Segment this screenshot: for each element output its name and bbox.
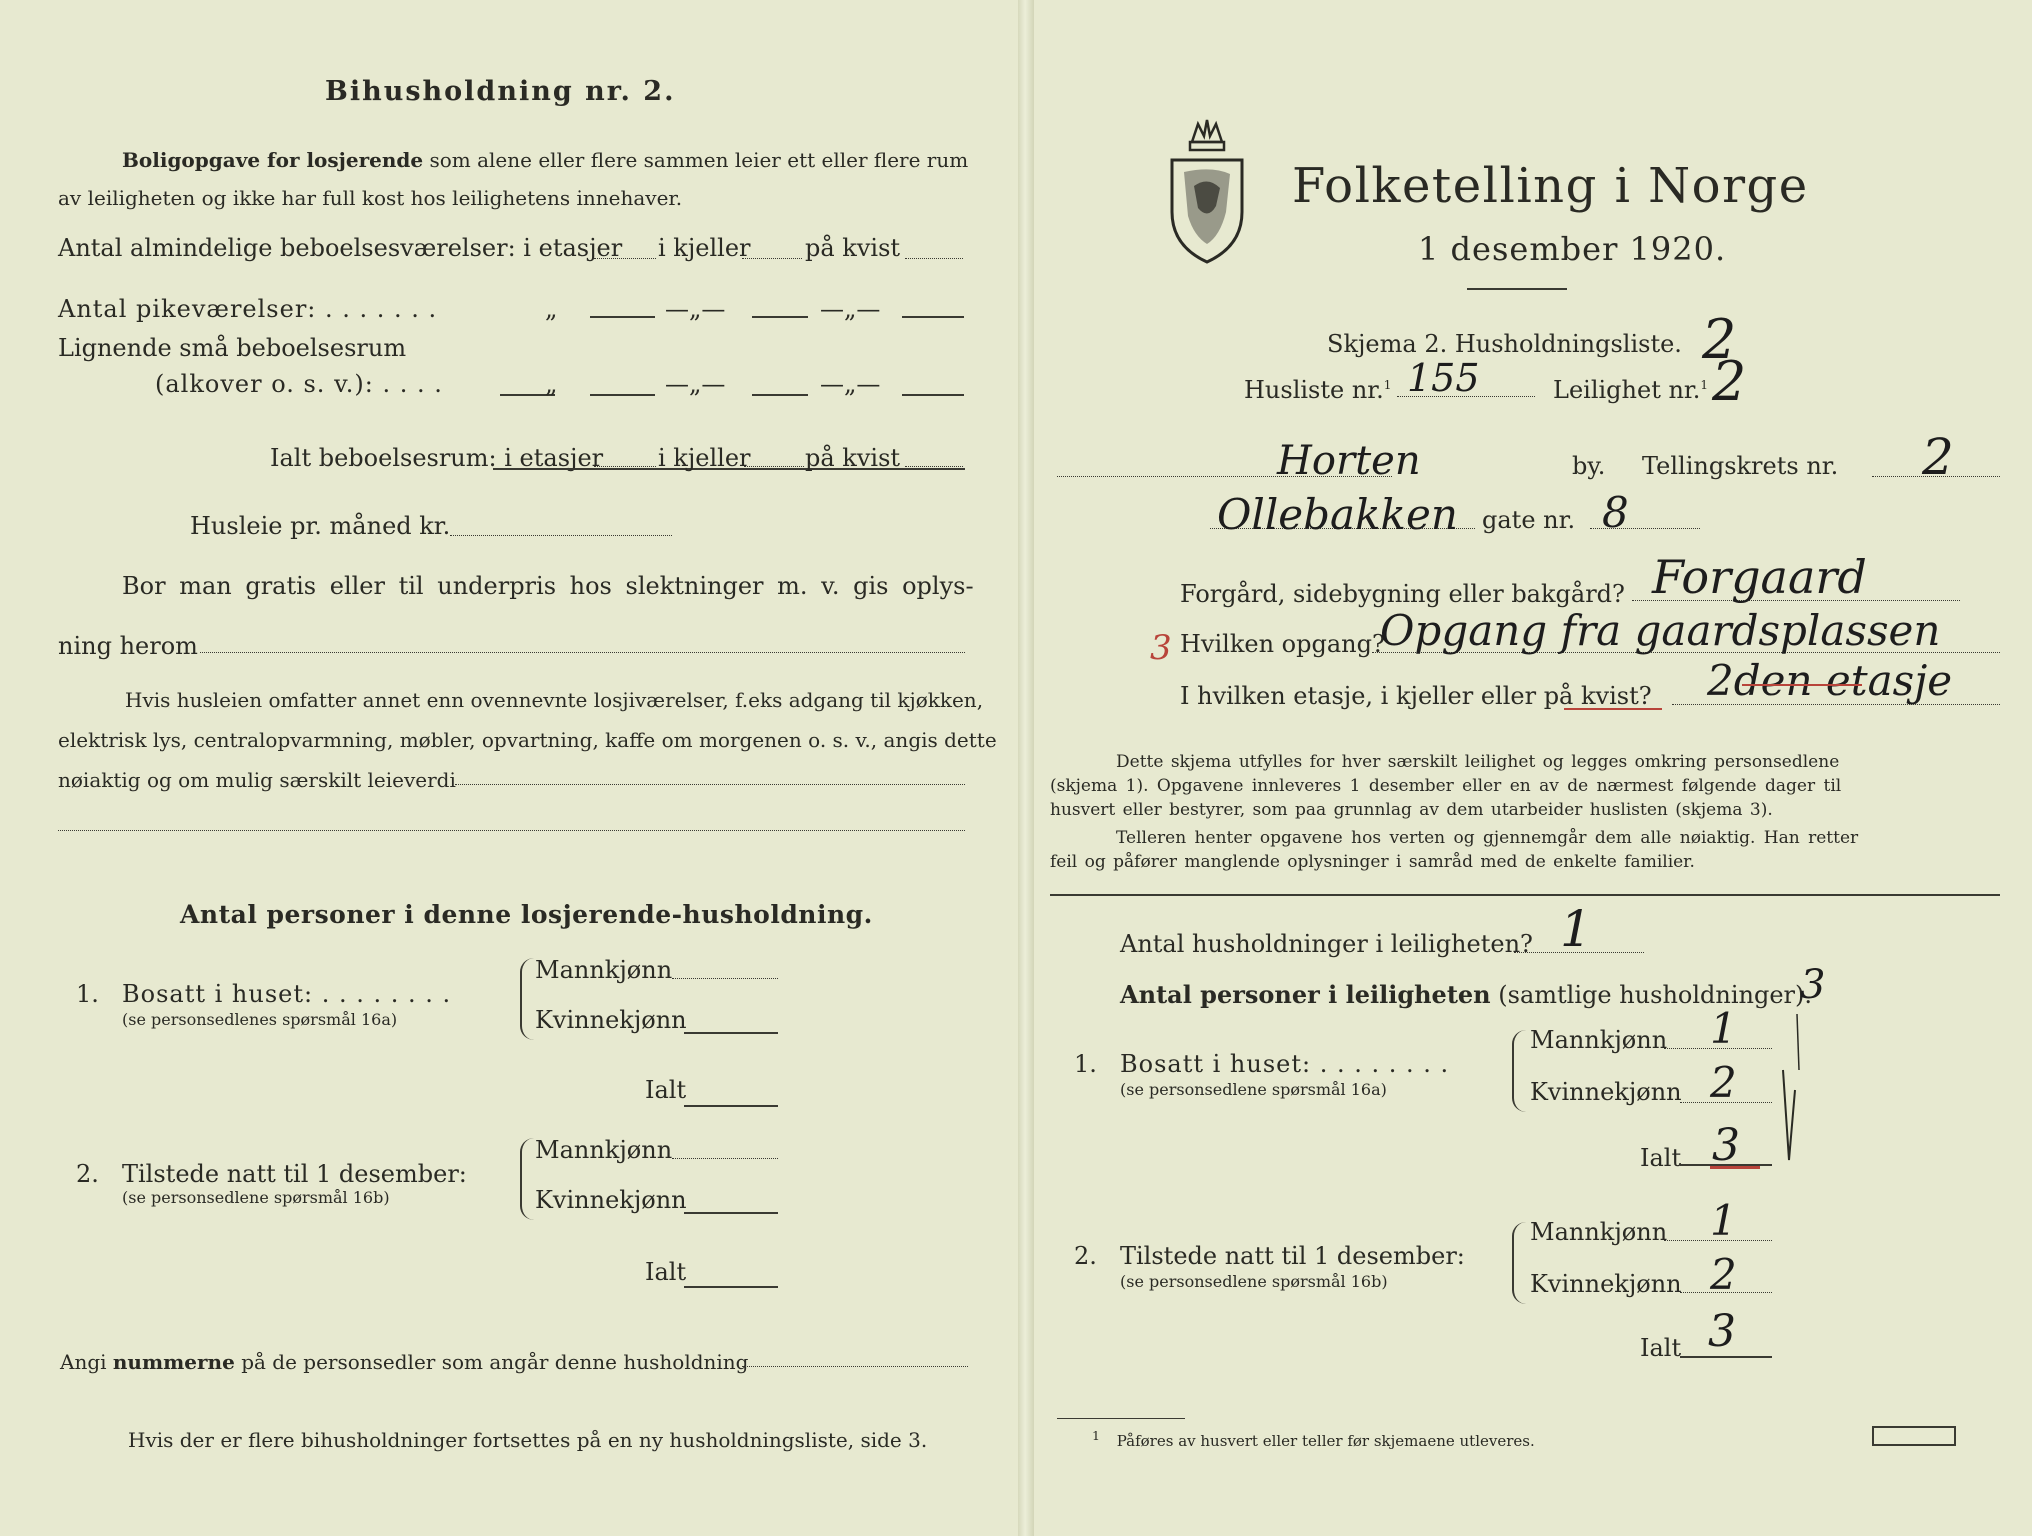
husliste-value: 155 [1407, 356, 1480, 400]
paa-kvist-label: på kvist [805, 234, 901, 262]
angi-line [60, 1350, 748, 1374]
right-q1-brace [1512, 1030, 1528, 1112]
opgang-red-mark: 3 [1150, 628, 1172, 668]
leieverdi-field[interactable] [455, 784, 965, 785]
left-q1-sub: (se personsedlenes spørsmål 16a) [122, 1010, 398, 1029]
lignende-label-2: (alkover o. s. v.): . . . . [155, 370, 443, 398]
info-line-3: husvert eller bestyrer, som paa grunnlag av dem utarbeider huslisten (skjema 3). [1050, 800, 1773, 820]
antal-pers-bold: Antal personer i leiligheten [1120, 980, 1491, 1009]
pikevaerelser-kjeller-field[interactable] [752, 316, 808, 318]
angi-bold: nummerne [112, 1350, 235, 1374]
etasje-label: I hvilken etasje, i kjeller eller på kvist? [1180, 682, 1652, 710]
tellingskrets-label: Tellingskrets nr. [1642, 452, 1839, 480]
antal-pers-rest: (samtlige husholdninger). [1498, 981, 1813, 1009]
bor-gratis-line-2: ning herom [58, 632, 198, 660]
footnote-text: Påføres av husvert eller teller før skjemaene utleveres. [1116, 1432, 1535, 1450]
info-rule [1050, 894, 2000, 896]
leilighet-label: Leilighet nr.$^1$ [1553, 376, 1709, 404]
kjeller-field[interactable] [742, 258, 802, 259]
opgang-value: Opgang fra gaardsplassen [1380, 606, 1941, 655]
right-q2-sub: (se personsedlene spørsmål 16b) [1120, 1272, 1388, 1291]
intro-rest: som alene eller flere sammen leier ett eller flere rum [429, 148, 969, 172]
kvist-field[interactable] [905, 258, 963, 259]
right-q1-num: 1. [1074, 1050, 1097, 1078]
intro-line-1 [122, 148, 968, 172]
bihusholdning-title: Bihusholdning nr. 2. [325, 76, 676, 107]
right-q2-num: 2. [1074, 1242, 1097, 1270]
left-q2-label: Tilstede natt til 1 desember: [122, 1160, 467, 1188]
hvis-line-2: elektrisk lys, centralopvarmning, møbler, opvartning, kaffe om morgenen o. s. v., angis dette [58, 728, 997, 752]
ialt-red-underline [1710, 1166, 1760, 1169]
right-q1-mann-label: Mannkjønn [1530, 1026, 1668, 1054]
husliste-label: Husliste nr.$^1$ [1244, 376, 1392, 404]
by-label: by. [1572, 452, 1606, 480]
right-q2-mann-value: 1 [1710, 1196, 1737, 1245]
etasje-red-underline [1564, 708, 1662, 710]
antal-personer-heading: Antal personer i denne losjerende-husholdning. [180, 900, 873, 929]
skjema-handwritten-mark: 2 [1702, 308, 1737, 371]
antal-alm-label: Antal almindelige beboelsesværelser: i etasjer [58, 234, 623, 262]
pikevaerelser-kvist-field[interactable] [902, 316, 964, 318]
hvis-line-1: Hvis husleien omfatter annet enn ovennevnte losjiværelser, f.eks adgang til kjøkken, [125, 688, 984, 712]
left-q2-ialt-field[interactable] [684, 1286, 778, 1288]
right-q1-label: Bosatt i huset: . . . . . . . . [1120, 1050, 1450, 1078]
ialt-beboelsesrum-label: Ialt beboelsesrum: i etasjer [270, 444, 604, 472]
antal-hush-value: 1 [1560, 900, 1592, 958]
ialt-kjeller-field[interactable] [744, 466, 804, 467]
antal-pers-value: 3 [1800, 962, 1826, 1008]
intro-bold: Boligopgave for losjerende [122, 148, 424, 172]
right-page [1032, 0, 2032, 1536]
ditto-mark-5: —„— [665, 370, 726, 398]
etasje-value: 2den etasje [1707, 656, 1953, 705]
ditto-mark-2: —„— [665, 295, 726, 323]
ialt-etasjer-field[interactable] [594, 466, 656, 467]
right-q2-mann-label: Mannkjønn [1530, 1218, 1668, 1246]
left-q1-kvinne-field[interactable] [684, 1032, 778, 1034]
bor-gratis-line-1: Bor man gratis eller til underpris hos slektninger m. v. gis oplys- [122, 572, 974, 600]
ditto-mark-4: „ [545, 370, 558, 398]
lignende-kvist-field[interactable] [902, 394, 964, 396]
left-q1-mann-label: Mannkjønn [535, 956, 673, 984]
angi-rest: på de personsedler som angår denne husholdning [241, 1350, 749, 1374]
tellingskrets-value: 2 [1922, 428, 1954, 486]
ialt-kjeller-label: i kjeller [658, 444, 751, 472]
forgard-value: Forgaard [1652, 550, 1867, 604]
pikevaerelser-label: Antal pikeværelser: . . . . . . . [58, 295, 438, 323]
left-q2-kvinne-label: Kvinnekjønn [535, 1186, 687, 1214]
antal-pers-line [1120, 980, 1812, 1009]
right-q1-sub: (se personsedlene spørsmål 16a) [1120, 1080, 1387, 1099]
left-q1-kvinne-label: Kvinnekjønn [535, 1006, 687, 1034]
gate-label: gate nr. [1482, 506, 1576, 534]
right-q2-kvinne-value: 2 [1710, 1250, 1737, 1299]
pikevaerelser-etasjer-field[interactable] [590, 316, 655, 318]
right-q2-kvinne-label: Kvinnekjønn [1530, 1270, 1682, 1298]
etasje-red-strike [1742, 684, 1862, 686]
footnote-rule [1057, 1418, 1185, 1419]
ialt-kvist-field[interactable] [905, 466, 963, 467]
opgang-label: Hvilken opgang? [1180, 630, 1385, 658]
lignende-kjeller-field[interactable] [752, 394, 808, 396]
info-line-2: (skjema 1). Opgavene innleveres 1 desember eller en av de nærmest følgende dager til [1050, 776, 1842, 796]
left-q2-kvinne-field[interactable] [684, 1212, 778, 1214]
right-q2-brace [1512, 1222, 1528, 1304]
left-q2-ialt-label: Ialt [645, 1258, 687, 1286]
left-q1-mann-field[interactable] [672, 978, 778, 979]
right-q1-ialt-value: 3 [1712, 1120, 1740, 1171]
info-line-4: Telleren henter opgavene hos verten og gjennemgår dem alle nøiaktig. Han retter [1116, 828, 1859, 848]
left-q1-label: Bosatt i huset: . . . . . . . . [122, 980, 452, 1008]
ditto-mark-3: —„— [820, 295, 881, 323]
lignende-label-1: Lignende små beboelsesrum [58, 334, 407, 362]
left-q2-mann-label: Mannkjønn [535, 1136, 673, 1164]
i-kjeller-label: i kjeller [658, 234, 751, 262]
ditto-mark-6: —„— [820, 370, 881, 398]
right-q1-mann-value: 1 [1710, 1004, 1737, 1053]
lignende-etasjer-field[interactable] [590, 394, 655, 396]
left-footer: Hvis der er flere bihusholdninger fortsettes på en ny husholdningsliste, side 3. [128, 1428, 928, 1452]
angi-field[interactable] [742, 1366, 968, 1367]
footnote [1092, 1428, 1535, 1450]
right-q2-label: Tilstede natt til 1 desember: [1120, 1242, 1465, 1270]
right-q1-kvinne-value: 2 [1710, 1058, 1737, 1107]
skjema-label: Skjema 2. Husholdningsliste. [1327, 330, 1682, 358]
right-q1-kvinne-label: Kvinnekjønn [1530, 1078, 1682, 1106]
check-mark-icon [1777, 1010, 1807, 1170]
ialt-kvist-label: på kvist [805, 444, 901, 472]
antal-hush-label: Antal husholdninger i leiligheten? [1120, 930, 1533, 958]
left-q1-num: 1. [76, 980, 99, 1008]
angi-pre: Angi [60, 1350, 107, 1374]
left-q2-mann-field[interactable] [672, 1158, 778, 1159]
by-value: Horten [1277, 438, 1421, 484]
left-q2-brace [520, 1138, 536, 1220]
husleie-label: Husleie pr. måned kr. [190, 512, 451, 540]
forgard-label: Forgård, sidebygning eller bakgård? [1180, 580, 1625, 608]
left-q2-num: 2. [76, 1160, 99, 1188]
bor-gratis-field[interactable] [200, 652, 965, 653]
leilighet-value: 2 [1712, 350, 1747, 413]
hvis-line-3: nøiaktig og om mulig særskilt leieverdi [58, 768, 456, 792]
form-title: Folketelling i Norge [1292, 158, 1809, 214]
left-q1-ialt-label: Ialt [645, 1076, 687, 1104]
info-line-5: feil og påfører manglende oplysninger i samråd med de enkelte familier. [1050, 852, 1695, 872]
ditto-mark-1: „ [545, 295, 558, 323]
right-q1-ialt-label: Ialt [1640, 1144, 1682, 1172]
husliste-field[interactable] [1397, 396, 1535, 397]
date-rule [1467, 288, 1567, 290]
printer-stamp-icon [1872, 1426, 1956, 1446]
gate-value: Ollebakken [1217, 490, 1458, 539]
coat-of-arms-icon [1164, 116, 1250, 264]
leieverdi-field-2[interactable] [58, 830, 965, 831]
husleie-field[interactable] [450, 535, 672, 536]
footnote-mark: 1 [1092, 1428, 1100, 1443]
intro-line-2: av leiligheten og ikke har full kost hos leilighetens innehaver. [58, 186, 683, 210]
left-q2-sub: (se personsedlene spørsmål 16b) [122, 1188, 390, 1207]
etasjer-field[interactable] [594, 258, 656, 259]
right-q2-ialt-label: Ialt [1640, 1334, 1682, 1362]
left-q1-brace [520, 958, 536, 1040]
gate-nr-value: 8 [1602, 488, 1629, 537]
left-q1-ialt-field[interactable] [684, 1105, 778, 1107]
right-q2-ialt-value: 3 [1708, 1306, 1736, 1357]
info-line-1: Dette skjema utfylles for hver særskilt leilighet og legges omkring personsedlene [1116, 752, 1840, 772]
form-date: 1 desember 1920. [1418, 230, 1727, 268]
